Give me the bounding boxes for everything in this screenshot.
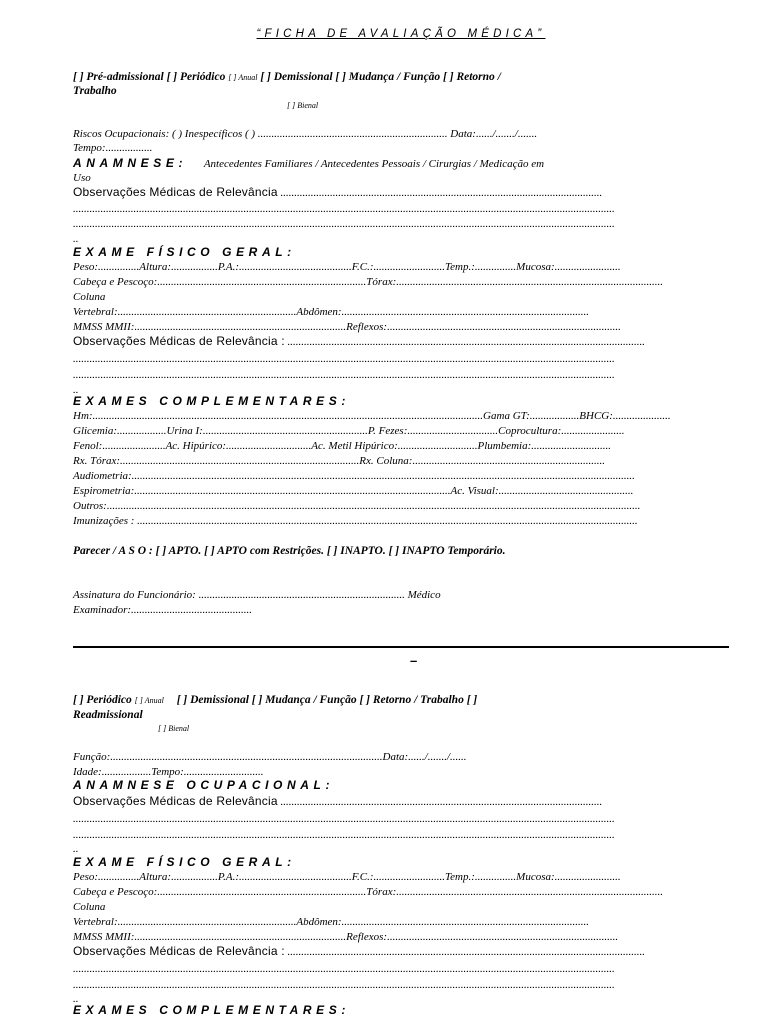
examinador-field[interactable]: Examinador:............................................ bbox=[73, 604, 253, 616]
section-divider bbox=[73, 646, 729, 648]
ec-line-audiometria[interactable]: Audiometria:....................................................................................................................................................................................... bbox=[73, 470, 635, 482]
riscos-field[interactable]: Riscos Ocupacionais: ( ) Inespecíficos ( ) ..................................................................... Data:....../......./....... bbox=[73, 128, 538, 140]
ef-line-coluna: Coluna bbox=[73, 291, 106, 303]
ef-line-mmss[interactable]: MMSS MMII:.............................................................................Reflexos:..................................................................................... bbox=[73, 321, 621, 333]
ec-line-glicemia[interactable]: Glicemia:..................Urina I:............................................................P. Fezes:.................................Coprocultura:....................... bbox=[73, 425, 625, 437]
exam-type-readmissional: Readmissional bbox=[73, 709, 143, 721]
obs-line[interactable]: ..................................................................................................................................................................................................... bbox=[73, 203, 615, 215]
obs2-label: Observações Médicas de Relevância : bbox=[73, 334, 285, 348]
divider-mark: – bbox=[410, 653, 418, 668]
exam-type-bienal: [ ] Bienal bbox=[287, 101, 319, 110]
anamnese-items: Antecedentes Familiares / Antecedentes Pessoais / Cirurgias / Medicação em bbox=[203, 158, 545, 170]
exames-complementares-heading-2: EXAMES COMPLEMENTARES: bbox=[73, 1003, 350, 1017]
ec-line-hm[interactable]: Hm:..............................................................................................................................................Gama GT:..................BHCG:..................... bbox=[73, 410, 671, 422]
form-title: “FICHA DE AVALIAÇÃO MÉDICA” bbox=[256, 28, 546, 40]
exam-type-text-a: [ ] Pré-admissional [ ] Periódico bbox=[73, 71, 226, 83]
exam-type-text-b-2: [ ] Demissional [ ] Mudança / Função [ ] Retorno / Trabalho [ ] bbox=[176, 694, 478, 706]
obs-line-end-2: .. bbox=[73, 843, 79, 855]
obs2-field[interactable]: .................................................................................................................................. bbox=[287, 336, 646, 348]
ef-line-vertebral[interactable]: Vertebral:.................................................................Abdômen:.......................................................................................... bbox=[73, 306, 590, 318]
obs-label-2: Observações Médicas de Relevância bbox=[73, 794, 278, 808]
obs2-line-2[interactable]: ..................................................................................................................................................................................................... bbox=[73, 963, 615, 975]
obs2-line[interactable]: ..................................................................................................................................................................................................... bbox=[73, 369, 615, 381]
anamnese-uso: Uso bbox=[73, 172, 91, 184]
ef-line-mmss-2[interactable]: MMSS MMII:.............................................................................Reflexos:.................................................................................... bbox=[73, 931, 619, 943]
ef-line-cabeca-2[interactable]: Cabeça e Pescoço:............................................................................Tórax:................................................................................................. bbox=[73, 886, 663, 898]
exame-fisico-heading-2: EXAME FÍSICO GERAL: bbox=[73, 855, 296, 869]
obs-line[interactable]: ..................................................................................................................................................................................................... bbox=[73, 218, 615, 230]
exam-type-text-b: [ ] Demissional [ ] Mudança / Função [ ] Retorno / bbox=[260, 71, 501, 83]
obs-row bbox=[73, 186, 602, 199]
tempo-field[interactable]: Tempo:................. bbox=[73, 142, 153, 154]
obs2-label-2: Observações Médicas de Relevância : bbox=[73, 944, 285, 958]
ec-line-fenol[interactable]: Fenol:.......................Ac. Hipúrico:...............................Ac. Metil Hipúrico:.............................Plumbemia:............................. bbox=[73, 440, 612, 452]
ec-line-outros[interactable]: Outros:.................................................................................................................................................................................................. bbox=[73, 500, 641, 512]
obs-line-2[interactable]: ..................................................................................................................................................................................................... bbox=[73, 813, 615, 825]
obs2-line-2[interactable]: ..................................................................................................................................................................................................... bbox=[73, 979, 615, 991]
exam-type-text-a-2: [ ] Periódico bbox=[73, 694, 132, 706]
ef-line-coluna-2: Coluna bbox=[73, 901, 106, 913]
ec-line-rx[interactable]: Rx. Tórax:.......................................................................................Rx. Coluna:...................................................................... bbox=[73, 455, 605, 467]
obs-line-2[interactable]: ..................................................................................................................................................................................................... bbox=[73, 829, 615, 841]
ec-line-espirometria[interactable]: Espirometria:...................................................................................................................Ac. Visual:................................................. bbox=[73, 485, 634, 497]
ef-line-vertebral-2[interactable]: Vertebral:.................................................................Abdômen:.......................................................................................... bbox=[73, 916, 590, 928]
obs-field[interactable]: ..................................................................................................................... bbox=[280, 187, 603, 199]
obs2-line[interactable]: ..................................................................................................................................................................................................... bbox=[73, 353, 615, 365]
exam-type-anual-2: [ ] Anual bbox=[134, 696, 164, 705]
assinatura-field[interactable]: Assinatura do Funcionário: ........................................................................... Médico bbox=[73, 589, 441, 601]
exam-type-anual: [ ] Anual bbox=[228, 73, 258, 82]
obs-label: Observações Médicas de Relevância bbox=[73, 185, 278, 199]
anamnese-ocupacional-heading: ANAMNESE OCUPACIONAL: bbox=[73, 778, 335, 792]
obs2-row-2 bbox=[73, 945, 645, 958]
anamnese-heading: ANAMNESE: bbox=[73, 156, 188, 170]
idade-field[interactable]: Idade:..................Tempo:............................. bbox=[73, 766, 264, 778]
ef-line-peso-2[interactable]: Peso:...............Altura:.................P.A.:.........................................F.C.:..........................Temp.:...............Mucosa:........................ bbox=[73, 871, 621, 883]
ef-line-peso[interactable]: Peso:...............Altura:.................P.A.:.........................................F.C.:..........................Temp.:...............Mucosa:........................ bbox=[73, 261, 621, 273]
exame-fisico-heading: EXAME FÍSICO GERAL: bbox=[73, 245, 296, 259]
exam-type-bienal-2: [ ] Bienal bbox=[158, 724, 190, 733]
anamnese-row bbox=[73, 157, 544, 170]
ec-line-imunizacoes[interactable]: Imunizações : ...................................................................................................................................................................................... bbox=[73, 515, 638, 527]
obs2-field-2[interactable]: .................................................................................................................................. bbox=[287, 946, 646, 958]
ef-line-cabeca[interactable]: Cabeça e Pescoço:............................................................................Tórax:................................................................................................. bbox=[73, 276, 663, 288]
obs-field-2[interactable]: ..................................................................................................................... bbox=[280, 796, 603, 808]
exam-type-options-2 bbox=[73, 694, 477, 707]
obs-line-end: .. bbox=[73, 233, 79, 245]
funcao-field[interactable]: Função:...................................................................................................Data:....../......./...... bbox=[73, 751, 467, 763]
exam-type-options bbox=[73, 71, 501, 84]
exames-complementares-heading: EXAMES COMPLEMENTARES: bbox=[73, 394, 350, 408]
parecer-aso[interactable]: Parecer / A S O : [ ] APTO. [ ] APTO com Restrições. [ ] INAPTO. [ ] INAPTO Temporário. bbox=[73, 545, 506, 557]
obs2-line-end-2: .. bbox=[73, 993, 79, 1005]
obs2-line-end: .. bbox=[73, 384, 79, 396]
obs2-row bbox=[73, 335, 645, 348]
exam-type-trabalho: Trabalho bbox=[73, 85, 117, 97]
obs-row-2 bbox=[73, 795, 602, 808]
